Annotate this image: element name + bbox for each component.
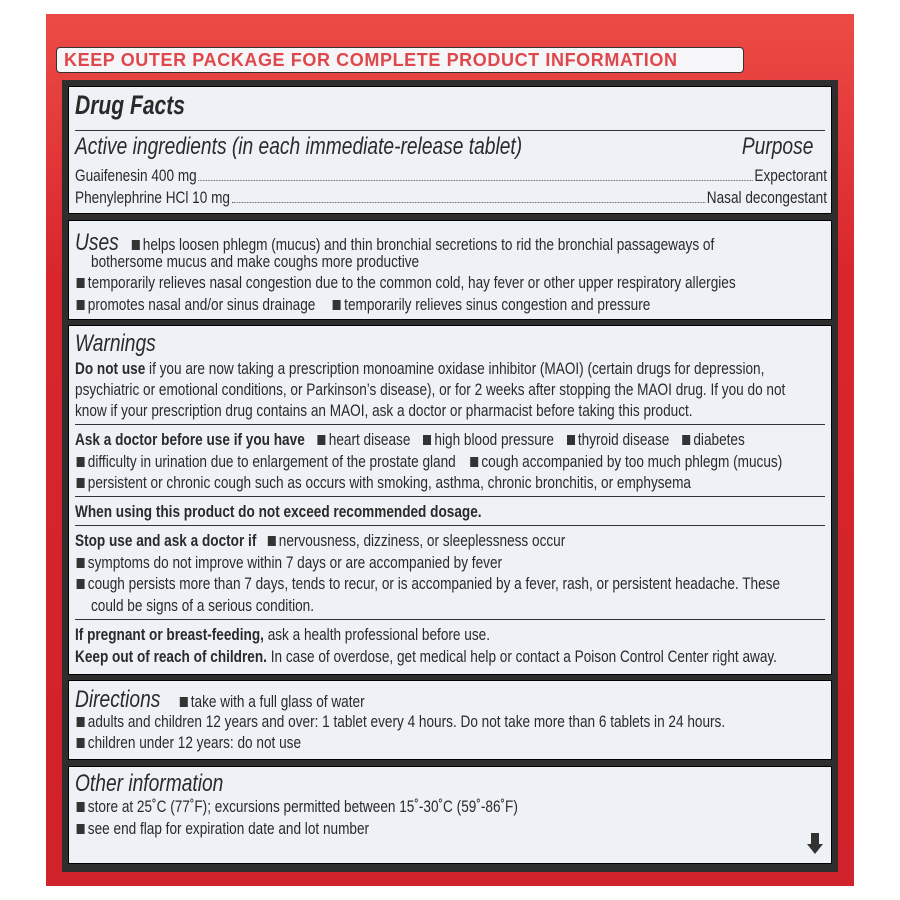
condition-item: thyroid disease bbox=[577, 430, 670, 449]
direction-item: take with a full glass of water bbox=[190, 692, 365, 711]
bullet-icon bbox=[77, 300, 85, 310]
drug-facts-title: Drug Facts bbox=[75, 90, 186, 120]
down-arrow-icon bbox=[807, 833, 823, 855]
stop-item: nervousness, dizziness, or sleeplessness occur bbox=[278, 531, 566, 550]
keep-out-label: Keep out of reach of children. bbox=[75, 647, 267, 666]
ingredient-name: Phenylephrine HCl 10 mg bbox=[75, 188, 230, 207]
purpose-heading: Purpose bbox=[741, 133, 813, 160]
warnings-heading: Warnings bbox=[75, 330, 156, 357]
directions-panel bbox=[68, 680, 832, 760]
divider bbox=[75, 619, 825, 620]
warning-text: know if your prescription drug contains an MAOI, ask a doctor or pharmacist before taking this product. bbox=[75, 401, 693, 420]
uses-item: temporarily relieves sinus congestion and pressure bbox=[344, 295, 651, 314]
divider bbox=[75, 130, 825, 131]
direction-item: adults and children 12 years and over: 1 tablet every 4 hours. Do not take more than 6 tablets in 24 hours. bbox=[87, 712, 726, 731]
ingredient-row bbox=[75, 166, 827, 186]
condition-item: diabetes bbox=[693, 430, 745, 449]
active-ingredients-panel bbox=[68, 86, 832, 214]
other-information-panel bbox=[68, 766, 832, 864]
bullet-icon bbox=[333, 300, 341, 310]
uses-item-cont: bothersome mucus and make coughs more productive bbox=[91, 252, 420, 271]
condition-item: difficulty in urination due to enlargement of the prostate gland bbox=[87, 452, 456, 471]
condition-item: high blood pressure bbox=[434, 430, 554, 449]
condition-item: persistent or chronic cough such as occurs with smoking, asthma, chronic bronchitis, or emphysema bbox=[87, 473, 692, 492]
uses-item: temporarily relieves nasal congestion due to the common cold, hay fever or other upper respiratory allergies bbox=[87, 273, 736, 292]
active-ingredients-heading: Active ingredients (in each immediate-release tablet) bbox=[75, 133, 523, 160]
stop-item: cough persists more than 7 days, tends to recur, or is accompanied by a fever, rash, or persistent headache. These bbox=[87, 574, 781, 593]
when-using-text: When using this product do not exceed recommended dosage. bbox=[75, 502, 482, 521]
condition-item: cough accompanied by too much phlegm (mucus) bbox=[481, 452, 783, 471]
warning-text: if you are now taking a prescription monoamine oxidase inhibitor (MAOI) (certain drugs for depression, bbox=[145, 359, 765, 378]
direction-item: children under 12 years: do not use bbox=[87, 733, 302, 752]
divider bbox=[75, 496, 825, 497]
condition-item: heart disease bbox=[328, 430, 411, 449]
divider bbox=[75, 525, 825, 526]
other-information-heading: Other information bbox=[75, 770, 224, 797]
warning-text: psychiatric or emotional conditions, or Parkinson’s disease), or for 2 weeks after stopping the MAOI drug. If you do not bbox=[75, 380, 786, 399]
ingredient-purpose: Nasal decongestant bbox=[706, 188, 827, 207]
stop-item: symptoms do not improve within 7 days or are accompanied by fever bbox=[87, 553, 503, 572]
other-item: see end flap for expiration date and lot number bbox=[87, 819, 370, 838]
bullet-icon bbox=[132, 240, 140, 250]
do-not-use-label: Do not use bbox=[75, 359, 146, 378]
uses-heading: Uses bbox=[75, 229, 119, 256]
ingredient-name: Guaifenesin 400 mg bbox=[75, 166, 197, 185]
directions-heading: Directions bbox=[75, 686, 161, 713]
other-item: store at 25˚C (77˚F); excursions permitted between 15˚-30˚C (59˚-86˚F) bbox=[87, 797, 518, 816]
keep-package-banner: KEEP OUTER PACKAGE FOR COMPLETE PRODUCT INFORMATION bbox=[56, 47, 744, 73]
warnings-panel bbox=[68, 325, 832, 675]
ingredient-purpose: Expectorant bbox=[754, 166, 827, 185]
uses-item: promotes nasal and/or sinus drainage bbox=[87, 295, 316, 314]
uses-panel bbox=[68, 220, 832, 320]
pregnant-label: If pregnant or breast-feeding, bbox=[75, 625, 264, 644]
warning-text: ask a health professional before use. bbox=[263, 625, 490, 644]
warning-text: In case of overdose, get medical help or contact a Poison Control Center right away. bbox=[266, 647, 777, 666]
uses-item: helps loosen phlegm (mucus) and thin bronchial secretions to rid the bronchial passageways of bbox=[142, 235, 715, 254]
ingredient-row bbox=[75, 188, 827, 208]
ask-doctor-label: Ask a doctor before use if you have bbox=[75, 430, 305, 449]
bullet-icon bbox=[77, 278, 85, 288]
stop-item-cont: could be signs of a serious condition. bbox=[91, 596, 315, 615]
stop-use-label: Stop use and ask a doctor if bbox=[75, 531, 257, 550]
divider bbox=[75, 424, 825, 425]
